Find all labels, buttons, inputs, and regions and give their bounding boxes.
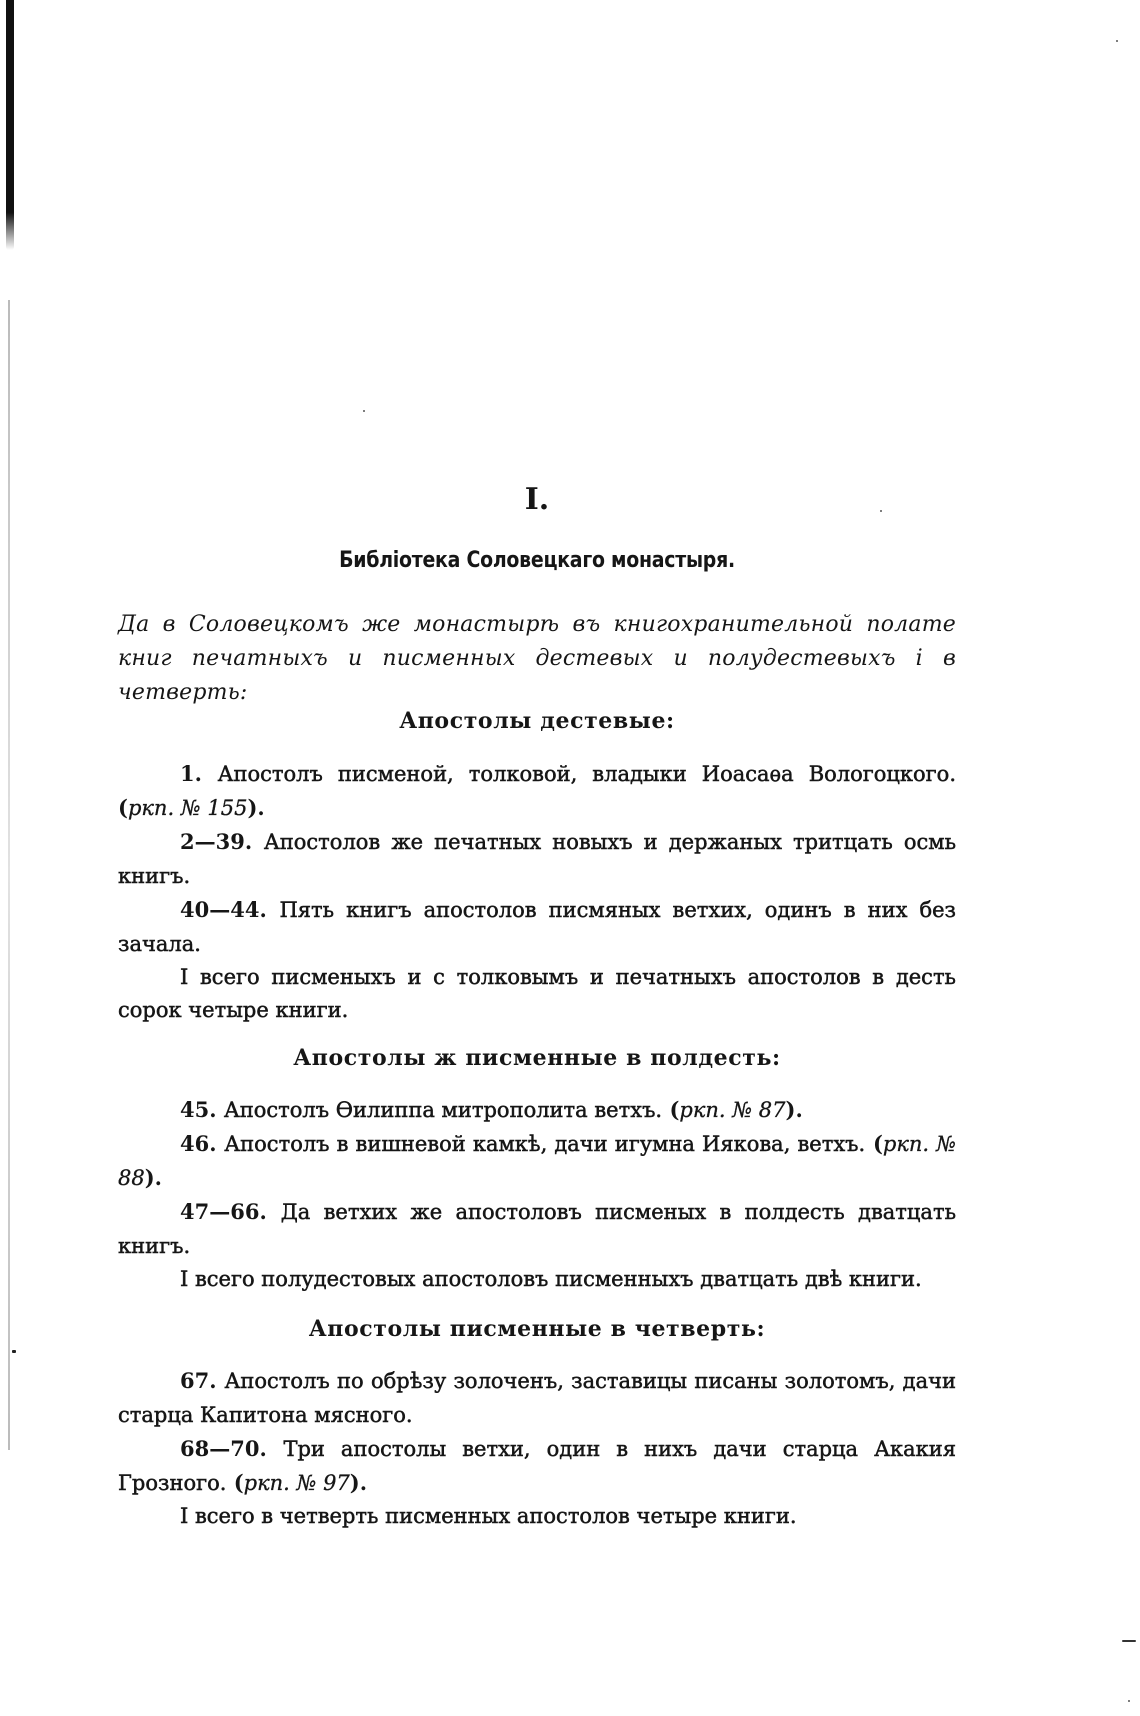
entry-number: 2—39. xyxy=(180,829,253,854)
entry-7 xyxy=(118,1364,956,1432)
entry-number: 40—44. xyxy=(180,897,267,922)
entry-8 xyxy=(118,1432,956,1500)
ref-close: ). xyxy=(349,1470,368,1495)
manuscript-ref: ркп. № 155 xyxy=(127,796,248,820)
entry-1 xyxy=(118,757,956,825)
chapter-number: I. xyxy=(524,482,550,517)
section-heading-2: Апостолы ж писменные в полдесть: xyxy=(293,1045,781,1071)
ref-open: ( xyxy=(233,1470,244,1495)
entry-number: 46. xyxy=(180,1131,217,1156)
entry-text: Апостолъ по обрѣзу золоченъ, заставицы писаны золотомъ, дачи старца Капитона мясного. xyxy=(118,1369,957,1427)
scan-speck xyxy=(12,1350,16,1353)
section-heading-3: Апостолы писменные в четверть: xyxy=(308,1316,766,1342)
scan-edge-shadow xyxy=(6,0,14,250)
section-total: I всего полудестовых апостоловъ писменныхъ дватцать двѣ книги. xyxy=(180,1267,922,1291)
scan-speck xyxy=(363,410,365,412)
section-3-entries xyxy=(118,1364,956,1533)
section-total: I всего в четверть писменных апостолов четыре книги. xyxy=(180,1504,797,1528)
entry-6 xyxy=(118,1195,956,1263)
entry-text: Апостолов же печатных новыхъ и держаных тритцать осмь книгъ. xyxy=(118,830,956,888)
entry-number: 45. xyxy=(180,1097,217,1122)
scan-speck xyxy=(1116,40,1118,42)
entry-text: Апостолъ в вишневой камкѣ, дачи игумна Иякова, ветхъ. xyxy=(224,1132,866,1156)
section-total: I всего писменыхъ и с толковымъ и печатныхъ апостолов в десть сорок четыре книги. xyxy=(118,965,956,1022)
entry-5 xyxy=(118,1127,956,1195)
scan-edge-line xyxy=(8,300,10,1450)
entry-number: 1. xyxy=(180,761,202,786)
ref-close: ). xyxy=(144,1165,162,1190)
intro-paragraph xyxy=(118,608,956,710)
intro-line-1: Да в Соловецкомъ же монастырѣ въ книгохранительной полате xyxy=(118,612,956,637)
scan-speck xyxy=(1128,1700,1130,1702)
page-title: Библiотека Соловецкаго монастыря. xyxy=(339,548,735,573)
entry-number: 67. xyxy=(180,1368,217,1393)
entry-text: Апостолъ писменой, толковой, владыки Иоасаѳа Вологоцкого. xyxy=(217,762,956,786)
section-1-entries xyxy=(118,757,956,1027)
entry-number: 47—66. xyxy=(180,1199,267,1224)
entry-text: Три апостолы ветхи, один в нихъ дачи старца Акакия Грозного. xyxy=(118,1437,957,1495)
entry-number: 68—70. xyxy=(180,1436,267,1461)
entry-text: Апостолъ Ѳилиппа митрополита ветхъ. xyxy=(223,1098,663,1122)
ref-close: ). xyxy=(785,1097,803,1122)
entry-text: Да ветхих же апостоловъ писменых в полдесть дватцать книгъ. xyxy=(118,1200,956,1258)
manuscript-ref: ркп. № 87 xyxy=(679,1098,786,1122)
entry-4 xyxy=(118,1093,956,1127)
entry-3 xyxy=(118,893,956,961)
ref-open: ( xyxy=(872,1131,883,1156)
entry-text: Пять книгъ апостолов писмяных ветхих, одинъ в них без зачала. xyxy=(118,898,956,956)
ref-close: ). xyxy=(247,795,265,820)
section-heading-1: Апостолы дестевые: xyxy=(399,708,675,734)
intro-line-2: книг печатныхъ и писменных дестевых и полудестевыхъ i в четверть: xyxy=(118,646,956,705)
ref-open: ( xyxy=(669,1097,680,1122)
scan-speck xyxy=(1122,1640,1136,1642)
section-2-entries xyxy=(118,1093,956,1296)
manuscript-ref: ркп. № 88 xyxy=(118,1132,957,1190)
ref-open: ( xyxy=(118,795,128,820)
entry-2 xyxy=(118,825,956,893)
manuscript-ref: ркп. № 97 xyxy=(243,1471,350,1495)
